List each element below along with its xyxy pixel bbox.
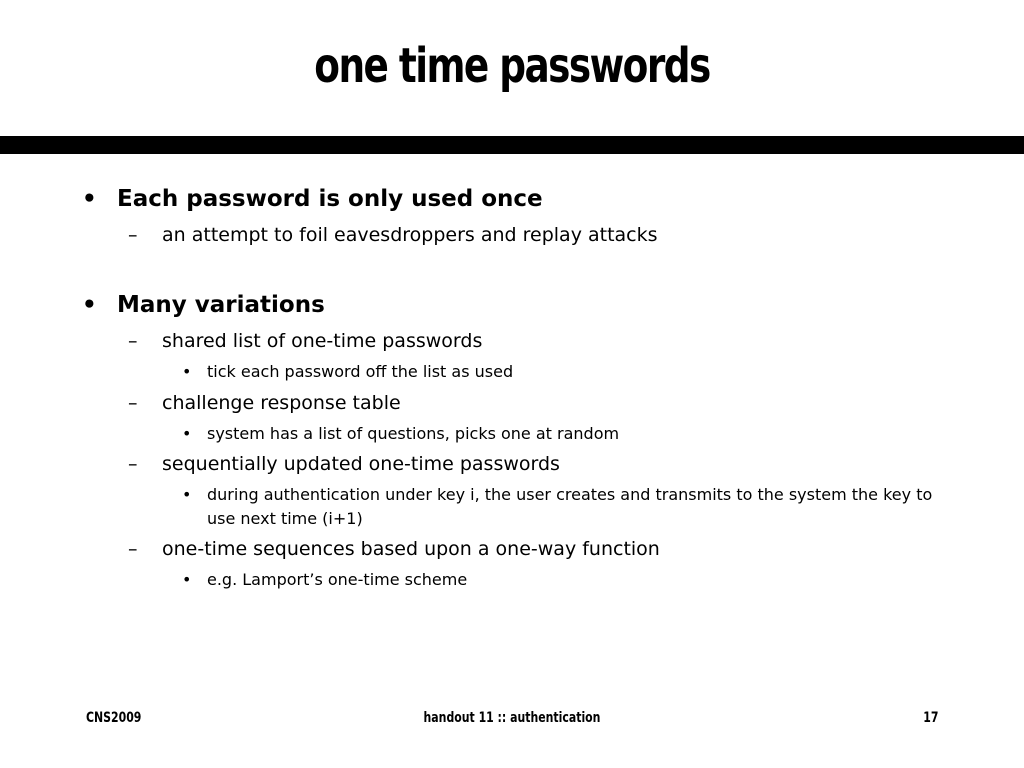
detail-marker: • bbox=[182, 570, 192, 589]
bullet-marker: • bbox=[82, 186, 97, 212]
footer-course: CNS2009 bbox=[86, 710, 142, 726]
sub-bullet-text: challenge response table bbox=[162, 392, 401, 414]
title-divider bbox=[0, 136, 1024, 154]
dash-marker: – bbox=[128, 538, 138, 560]
dash-marker: – bbox=[128, 392, 138, 414]
sub-bullet-text: shared list of one-time passwords bbox=[162, 330, 483, 352]
sub-bullet-text: an attempt to foil eavesdroppers and replay attacks bbox=[162, 224, 658, 246]
sub-bullet-text: one-time sequences based upon a one-way function bbox=[162, 538, 660, 560]
detail-text: tick each password off the list as used bbox=[207, 362, 514, 381]
dash-marker: – bbox=[128, 453, 138, 475]
dash-marker: – bbox=[128, 330, 138, 352]
detail-text: during authentication under key i, the user creates and transmits to the system the key to use next time (i+1) bbox=[207, 485, 933, 528]
footer-page-number: 17 bbox=[922, 710, 938, 726]
detail-marker: • bbox=[182, 424, 192, 443]
detail-text: system has a list of questions, picks one at random bbox=[207, 424, 620, 443]
slide-title: one time passwords bbox=[314, 38, 710, 94]
sub-bullet-text: sequentially updated one-time passwords bbox=[162, 453, 560, 475]
detail-marker: • bbox=[182, 485, 192, 504]
detail-text: e.g. Lamport’s one-time scheme bbox=[207, 570, 468, 589]
bullet-text: Each password is only used once bbox=[117, 186, 543, 212]
detail-marker: • bbox=[182, 362, 192, 381]
bullet-text: Many variations bbox=[117, 292, 325, 318]
footer-handout: handout 11 :: authentication bbox=[423, 710, 601, 726]
bullet-marker: • bbox=[82, 292, 97, 318]
dash-marker: – bbox=[128, 224, 138, 246]
